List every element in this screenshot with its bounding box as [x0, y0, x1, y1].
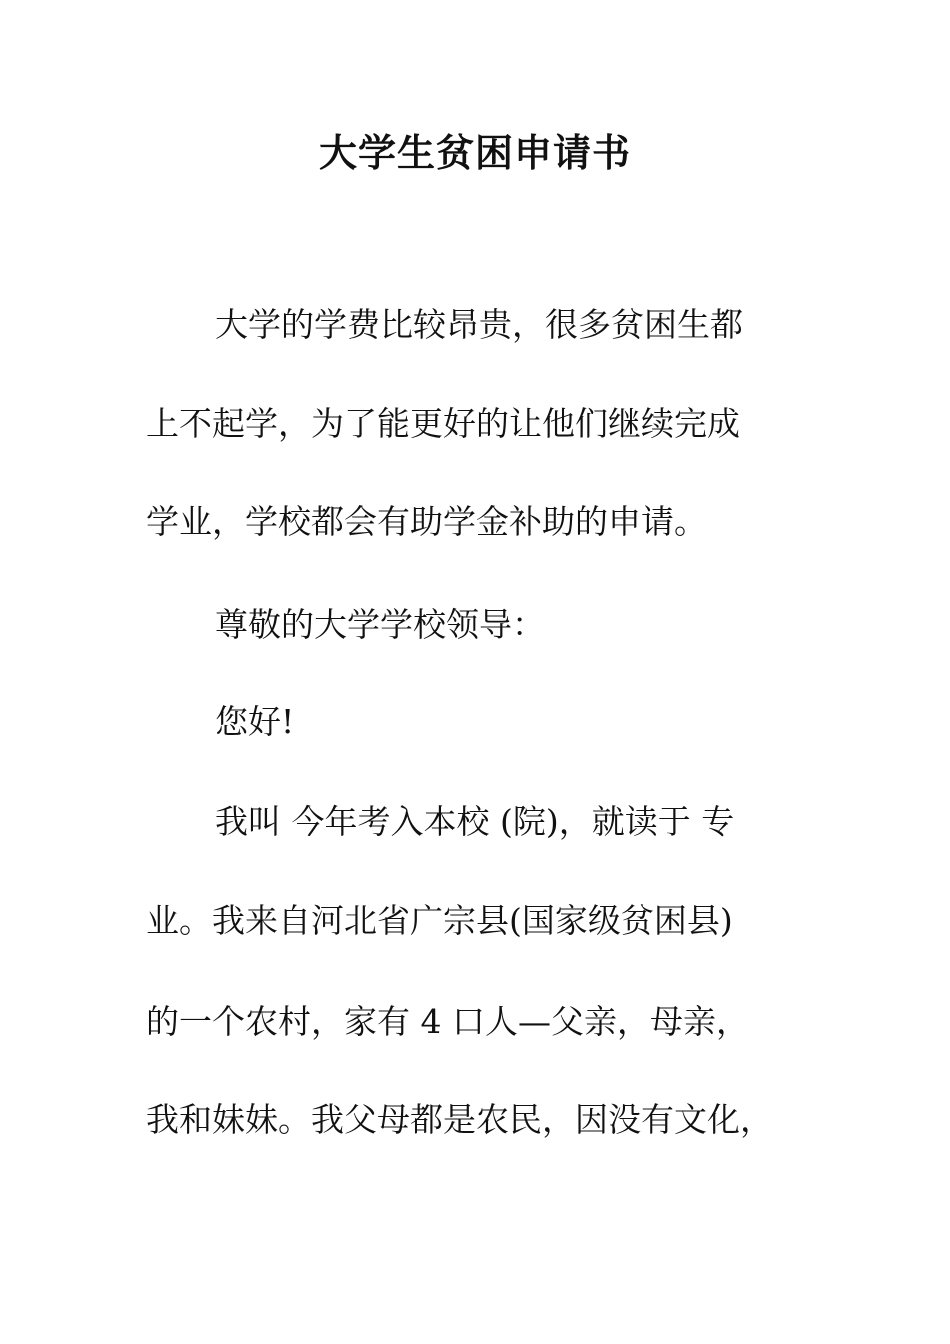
paragraph-line: 我叫 今年考入本校 (院)，就读于 专: [215, 802, 735, 841]
paragraph-line: 我和妹妹。我父母都是农民，因没有文化，: [146, 1100, 773, 1139]
paragraph-line: 大学的学费比较昂贵，很多贫困生都: [215, 305, 743, 344]
paragraph-line: 的一个农村，家有 4 口人—父亲，母亲，: [146, 1002, 749, 1041]
paragraph-line: 学业，学校都会有助学金补助的申请。: [146, 502, 707, 541]
paragraph-line: 业。我来自河北省广宗县(国家级贫困县): [146, 901, 733, 940]
greeting-line: 您好!: [215, 702, 295, 741]
document-title: 大学生贫困申请书: [318, 131, 631, 175]
paragraph-line: 上不起学，为了能更好的让他们继续完成: [146, 404, 740, 443]
salutation-line: 尊敬的大学学校领导：: [215, 605, 545, 644]
